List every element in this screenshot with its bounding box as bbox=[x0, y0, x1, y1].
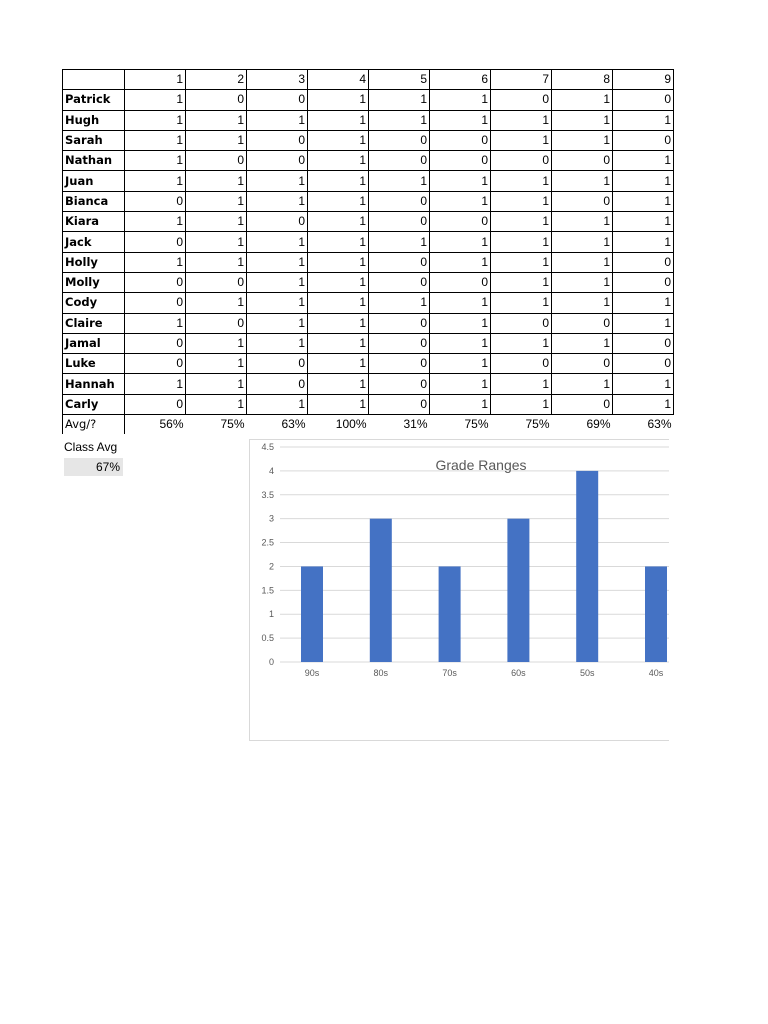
y-tick-label: 1 bbox=[268, 609, 274, 620]
bar-90s[interactable] bbox=[301, 566, 323, 662]
table-row bbox=[63, 333, 674, 353]
score-cell[interactable]: 0 bbox=[552, 151, 613, 171]
score-cell[interactable]: 1 bbox=[308, 354, 369, 374]
score-cell[interactable]: 1 bbox=[125, 212, 186, 232]
score-cell[interactable]: 0 bbox=[369, 151, 430, 171]
score-cell[interactable]: 1 bbox=[369, 90, 430, 110]
average-label-cell[interactable]: Avg/? bbox=[63, 415, 125, 435]
average-cell[interactable]: 69% bbox=[552, 415, 613, 435]
score-cell[interactable]: 1 bbox=[308, 313, 369, 333]
average-cell[interactable]: 75% bbox=[186, 415, 247, 435]
bar-50s[interactable] bbox=[576, 471, 598, 662]
student-name-cell[interactable]: Jack bbox=[63, 232, 125, 252]
score-cell[interactable]: 1 bbox=[430, 333, 491, 353]
score-cell[interactable]: 0 bbox=[186, 313, 247, 333]
score-cell[interactable]: 1 bbox=[491, 191, 552, 211]
score-cell[interactable]: 0 bbox=[552, 191, 613, 211]
score-cell[interactable]: 1 bbox=[186, 191, 247, 211]
score-cell[interactable]: 1 bbox=[430, 191, 491, 211]
score-cell[interactable]: 1 bbox=[613, 151, 674, 171]
score-cell[interactable]: 1 bbox=[308, 130, 369, 150]
score-cell[interactable]: 1 bbox=[491, 333, 552, 353]
score-cell[interactable]: 0 bbox=[247, 130, 308, 150]
score-cell[interactable]: 1 bbox=[491, 171, 552, 191]
student-name-cell[interactable]: Carly bbox=[63, 394, 125, 414]
score-cell[interactable]: 1 bbox=[491, 130, 552, 150]
score-cell[interactable]: 1 bbox=[613, 110, 674, 130]
score-cell[interactable]: 0 bbox=[247, 212, 308, 232]
score-cell[interactable]: 1 bbox=[308, 212, 369, 232]
score-cell[interactable]: 1 bbox=[125, 110, 186, 130]
score-cell[interactable]: 1 bbox=[430, 374, 491, 394]
column-header[interactable]: 9 bbox=[613, 70, 674, 90]
column-header[interactable]: 5 bbox=[369, 70, 430, 90]
score-cell[interactable]: 0 bbox=[125, 232, 186, 252]
table-row bbox=[63, 151, 674, 171]
score-cell[interactable]: 1 bbox=[430, 394, 491, 414]
score-cell[interactable]: 1 bbox=[247, 272, 308, 292]
score-cell[interactable]: 1 bbox=[552, 90, 613, 110]
score-cell[interactable]: 1 bbox=[308, 191, 369, 211]
table-row bbox=[63, 394, 674, 414]
grades-table bbox=[62, 69, 674, 434]
score-cell[interactable]: 1 bbox=[125, 90, 186, 110]
bar-70s[interactable] bbox=[439, 566, 461, 662]
column-header[interactable]: 7 bbox=[491, 70, 552, 90]
score-cell[interactable]: 0 bbox=[430, 272, 491, 292]
score-cell[interactable]: 0 bbox=[247, 374, 308, 394]
table-row bbox=[63, 191, 674, 211]
student-name-cell[interactable]: Nathan bbox=[63, 151, 125, 171]
score-cell[interactable]: 1 bbox=[308, 151, 369, 171]
bar-60s[interactable] bbox=[507, 519, 529, 662]
score-cell[interactable]: 0 bbox=[186, 272, 247, 292]
score-cell[interactable]: 1 bbox=[430, 171, 491, 191]
score-cell[interactable]: 1 bbox=[613, 313, 674, 333]
score-cell[interactable]: 1 bbox=[186, 333, 247, 353]
score-cell[interactable]: 1 bbox=[186, 354, 247, 374]
score-cell[interactable]: 1 bbox=[247, 293, 308, 313]
score-cell[interactable]: 0 bbox=[369, 212, 430, 232]
score-cell[interactable]: 1 bbox=[125, 171, 186, 191]
score-cell[interactable]: 0 bbox=[186, 90, 247, 110]
score-cell[interactable]: 1 bbox=[186, 212, 247, 232]
header-row bbox=[63, 70, 674, 90]
score-cell[interactable]: 0 bbox=[247, 151, 308, 171]
score-cell[interactable]: 0 bbox=[552, 313, 613, 333]
score-cell[interactable]: 0 bbox=[369, 313, 430, 333]
x-tick-label: 70s bbox=[442, 668, 457, 678]
score-cell[interactable]: 1 bbox=[308, 252, 369, 272]
student-name-cell[interactable]: Jamal bbox=[63, 333, 125, 353]
y-tick-label: 3 bbox=[268, 513, 274, 524]
score-cell[interactable]: 1 bbox=[491, 293, 552, 313]
class-avg-value[interactable]: 67% bbox=[64, 458, 123, 476]
x-tick-label: 80s bbox=[373, 668, 389, 678]
score-cell[interactable]: 0 bbox=[430, 151, 491, 171]
score-cell[interactable]: 1 bbox=[613, 394, 674, 414]
student-name-cell[interactable]: Cody bbox=[63, 293, 125, 313]
score-cell[interactable]: 0 bbox=[125, 354, 186, 374]
y-tick-label: 2.5 bbox=[261, 537, 274, 548]
score-cell[interactable]: 1 bbox=[247, 171, 308, 191]
score-cell[interactable]: 0 bbox=[247, 90, 308, 110]
score-cell[interactable]: 1 bbox=[308, 232, 369, 252]
score-cell[interactable]: 1 bbox=[369, 110, 430, 130]
score-cell[interactable]: 1 bbox=[430, 90, 491, 110]
y-tick-label: 0 bbox=[268, 657, 274, 667]
score-cell[interactable]: 0 bbox=[369, 394, 430, 414]
table-row bbox=[63, 110, 674, 130]
score-cell[interactable]: 1 bbox=[308, 90, 369, 110]
score-cell[interactable]: 0 bbox=[430, 212, 491, 232]
student-name-cell[interactable]: Kiara bbox=[63, 212, 125, 232]
score-cell[interactable]: 0 bbox=[369, 252, 430, 272]
score-cell[interactable]: 0 bbox=[491, 90, 552, 110]
score-cell[interactable]: 0 bbox=[613, 252, 674, 272]
student-name-cell[interactable]: Bianca bbox=[63, 191, 125, 211]
score-cell[interactable]: 1 bbox=[247, 313, 308, 333]
score-cell[interactable]: 0 bbox=[491, 151, 552, 171]
score-cell[interactable]: 0 bbox=[613, 130, 674, 150]
score-cell[interactable]: 1 bbox=[491, 374, 552, 394]
score-cell[interactable]: 0 bbox=[125, 293, 186, 313]
score-cell[interactable]: 1 bbox=[613, 374, 674, 394]
score-cell[interactable]: 0 bbox=[125, 191, 186, 211]
score-cell[interactable]: 1 bbox=[308, 333, 369, 353]
score-cell[interactable]: 1 bbox=[247, 252, 308, 272]
student-name-cell[interactable]: Patrick bbox=[63, 90, 125, 110]
score-cell[interactable]: 1 bbox=[552, 272, 613, 292]
average-row bbox=[63, 415, 674, 435]
score-cell[interactable]: 1 bbox=[491, 272, 552, 292]
student-name-cell[interactable]: Juan bbox=[63, 171, 125, 191]
grade-ranges-chart[interactable] bbox=[249, 439, 669, 741]
average-cell[interactable]: 63% bbox=[613, 415, 674, 435]
column-header[interactable]: 2 bbox=[186, 70, 247, 90]
average-cell[interactable]: 56% bbox=[125, 415, 186, 435]
column-header[interactable]: 4 bbox=[308, 70, 369, 90]
chart-title: Grade Ranges bbox=[435, 457, 527, 473]
score-cell[interactable]: 1 bbox=[369, 232, 430, 252]
score-cell[interactable]: 0 bbox=[186, 151, 247, 171]
table-row bbox=[63, 293, 674, 313]
score-cell[interactable]: 1 bbox=[369, 293, 430, 313]
score-cell[interactable]: 1 bbox=[308, 374, 369, 394]
student-name-cell[interactable]: Claire bbox=[63, 313, 125, 333]
score-cell[interactable]: 1 bbox=[430, 252, 491, 272]
score-cell[interactable]: 0 bbox=[552, 354, 613, 374]
x-tick-label: 60s bbox=[511, 668, 526, 678]
score-cell[interactable]: 1 bbox=[613, 191, 674, 211]
score-cell[interactable]: 0 bbox=[491, 354, 552, 374]
bar-40s[interactable] bbox=[645, 566, 667, 662]
score-cell[interactable]: 0 bbox=[125, 272, 186, 292]
average-cell[interactable]: 75% bbox=[430, 415, 491, 435]
score-cell[interactable]: 1 bbox=[552, 232, 613, 252]
score-cell[interactable]: 1 bbox=[125, 130, 186, 150]
score-cell[interactable]: 1 bbox=[308, 293, 369, 313]
score-cell[interactable]: 1 bbox=[552, 171, 613, 191]
score-cell[interactable]: 1 bbox=[186, 374, 247, 394]
score-cell[interactable]: 1 bbox=[552, 252, 613, 272]
score-cell[interactable]: 1 bbox=[186, 394, 247, 414]
score-cell[interactable]: 1 bbox=[552, 293, 613, 313]
score-cell[interactable]: 1 bbox=[491, 110, 552, 130]
table-row bbox=[63, 354, 674, 374]
x-tick-label: 40s bbox=[648, 668, 664, 678]
score-cell[interactable]: 1 bbox=[491, 252, 552, 272]
y-tick-label: 0.5 bbox=[261, 633, 274, 644]
score-cell[interactable]: 1 bbox=[308, 272, 369, 292]
y-tick-label: 2 bbox=[268, 561, 274, 572]
score-cell[interactable]: 1 bbox=[552, 333, 613, 353]
score-cell[interactable]: 1 bbox=[186, 232, 247, 252]
score-cell[interactable]: 0 bbox=[613, 354, 674, 374]
column-header[interactable]: 3 bbox=[247, 70, 308, 90]
table-row bbox=[63, 313, 674, 333]
y-tick-label: 4 bbox=[268, 465, 274, 476]
score-cell[interactable]: 1 bbox=[613, 171, 674, 191]
column-header[interactable]: 8 bbox=[552, 70, 613, 90]
score-cell[interactable]: 1 bbox=[186, 252, 247, 272]
score-cell[interactable]: 1 bbox=[125, 313, 186, 333]
class-avg-label: Class Avg bbox=[64, 440, 118, 454]
score-cell[interactable]: 1 bbox=[308, 394, 369, 414]
score-cell[interactable]: 1 bbox=[552, 374, 613, 394]
average-cell[interactable]: 75% bbox=[491, 415, 552, 435]
score-cell[interactable]: 0 bbox=[552, 394, 613, 414]
score-cell[interactable]: 1 bbox=[369, 171, 430, 191]
score-cell[interactable]: 1 bbox=[247, 232, 308, 252]
score-cell[interactable]: 0 bbox=[613, 333, 674, 353]
score-cell[interactable]: 1 bbox=[430, 232, 491, 252]
student-name-cell[interactable]: Hannah bbox=[63, 374, 125, 394]
score-cell[interactable]: 1 bbox=[247, 110, 308, 130]
y-tick-label: 1.5 bbox=[261, 585, 274, 596]
score-cell[interactable]: 1 bbox=[125, 151, 186, 171]
x-tick-label: 90s bbox=[304, 668, 320, 678]
student-name-cell[interactable]: Luke bbox=[63, 354, 125, 374]
score-cell[interactable]: 1 bbox=[430, 313, 491, 333]
header-corner-cell[interactable] bbox=[63, 70, 125, 90]
table-row bbox=[63, 90, 674, 110]
average-cell[interactable]: 100% bbox=[308, 415, 369, 435]
score-cell[interactable]: 1 bbox=[613, 293, 674, 313]
table-row bbox=[63, 374, 674, 394]
average-cell[interactable]: 63% bbox=[247, 415, 308, 435]
score-cell[interactable]: 0 bbox=[491, 313, 552, 333]
y-tick-label: 4.5 bbox=[261, 442, 274, 452]
student-name-cell[interactable]: Holly bbox=[63, 252, 125, 272]
score-cell[interactable]: 0 bbox=[430, 130, 491, 150]
score-cell[interactable]: 1 bbox=[186, 171, 247, 191]
score-cell[interactable]: 1 bbox=[613, 232, 674, 252]
score-cell[interactable]: 1 bbox=[430, 354, 491, 374]
score-cell[interactable]: 1 bbox=[247, 191, 308, 211]
column-header[interactable]: 1 bbox=[125, 70, 186, 90]
score-cell[interactable]: 1 bbox=[186, 110, 247, 130]
score-cell[interactable]: 1 bbox=[491, 232, 552, 252]
score-cell[interactable]: 1 bbox=[430, 110, 491, 130]
score-cell[interactable]: 1 bbox=[552, 130, 613, 150]
table-row bbox=[63, 272, 674, 292]
student-name-cell[interactable]: Molly bbox=[63, 272, 125, 292]
x-tick-label: 50s bbox=[579, 668, 595, 678]
score-cell[interactable]: 1 bbox=[613, 212, 674, 232]
score-cell[interactable]: 1 bbox=[247, 394, 308, 414]
score-cell[interactable]: 1 bbox=[552, 110, 613, 130]
score-cell[interactable]: 1 bbox=[491, 394, 552, 414]
table-row bbox=[63, 232, 674, 252]
table-row bbox=[63, 252, 674, 272]
score-cell[interactable]: 0 bbox=[613, 90, 674, 110]
score-cell[interactable]: 1 bbox=[125, 252, 186, 272]
score-cell[interactable]: 1 bbox=[247, 333, 308, 353]
score-cell[interactable]: 0 bbox=[369, 191, 430, 211]
score-cell[interactable]: 1 bbox=[430, 293, 491, 313]
score-cell[interactable]: 0 bbox=[247, 354, 308, 374]
column-header[interactable]: 6 bbox=[430, 70, 491, 90]
score-cell[interactable]: 0 bbox=[125, 394, 186, 414]
table-row bbox=[63, 130, 674, 150]
student-name-cell[interactable]: Hugh bbox=[63, 110, 125, 130]
score-cell[interactable]: 1 bbox=[552, 212, 613, 232]
score-cell[interactable]: 1 bbox=[308, 171, 369, 191]
table-row bbox=[63, 212, 674, 232]
score-cell[interactable]: 0 bbox=[369, 333, 430, 353]
score-cell[interactable]: 0 bbox=[369, 272, 430, 292]
score-cell[interactable]: 0 bbox=[369, 130, 430, 150]
average-cell[interactable]: 31% bbox=[369, 415, 430, 435]
score-cell[interactable]: 1 bbox=[186, 293, 247, 313]
score-cell[interactable]: 1 bbox=[186, 130, 247, 150]
score-cell[interactable]: 1 bbox=[308, 110, 369, 130]
score-cell[interactable]: 0 bbox=[369, 354, 430, 374]
student-name-cell[interactable]: Sarah bbox=[63, 130, 125, 150]
bar-80s[interactable] bbox=[370, 519, 392, 662]
score-cell[interactable]: 1 bbox=[491, 212, 552, 232]
score-cell[interactable]: 0 bbox=[369, 374, 430, 394]
y-tick-label: 3.5 bbox=[261, 489, 274, 500]
score-cell[interactable]: 1 bbox=[125, 374, 186, 394]
table-row bbox=[63, 171, 674, 191]
score-cell[interactable]: 0 bbox=[125, 333, 186, 353]
score-cell[interactable]: 0 bbox=[613, 272, 674, 292]
